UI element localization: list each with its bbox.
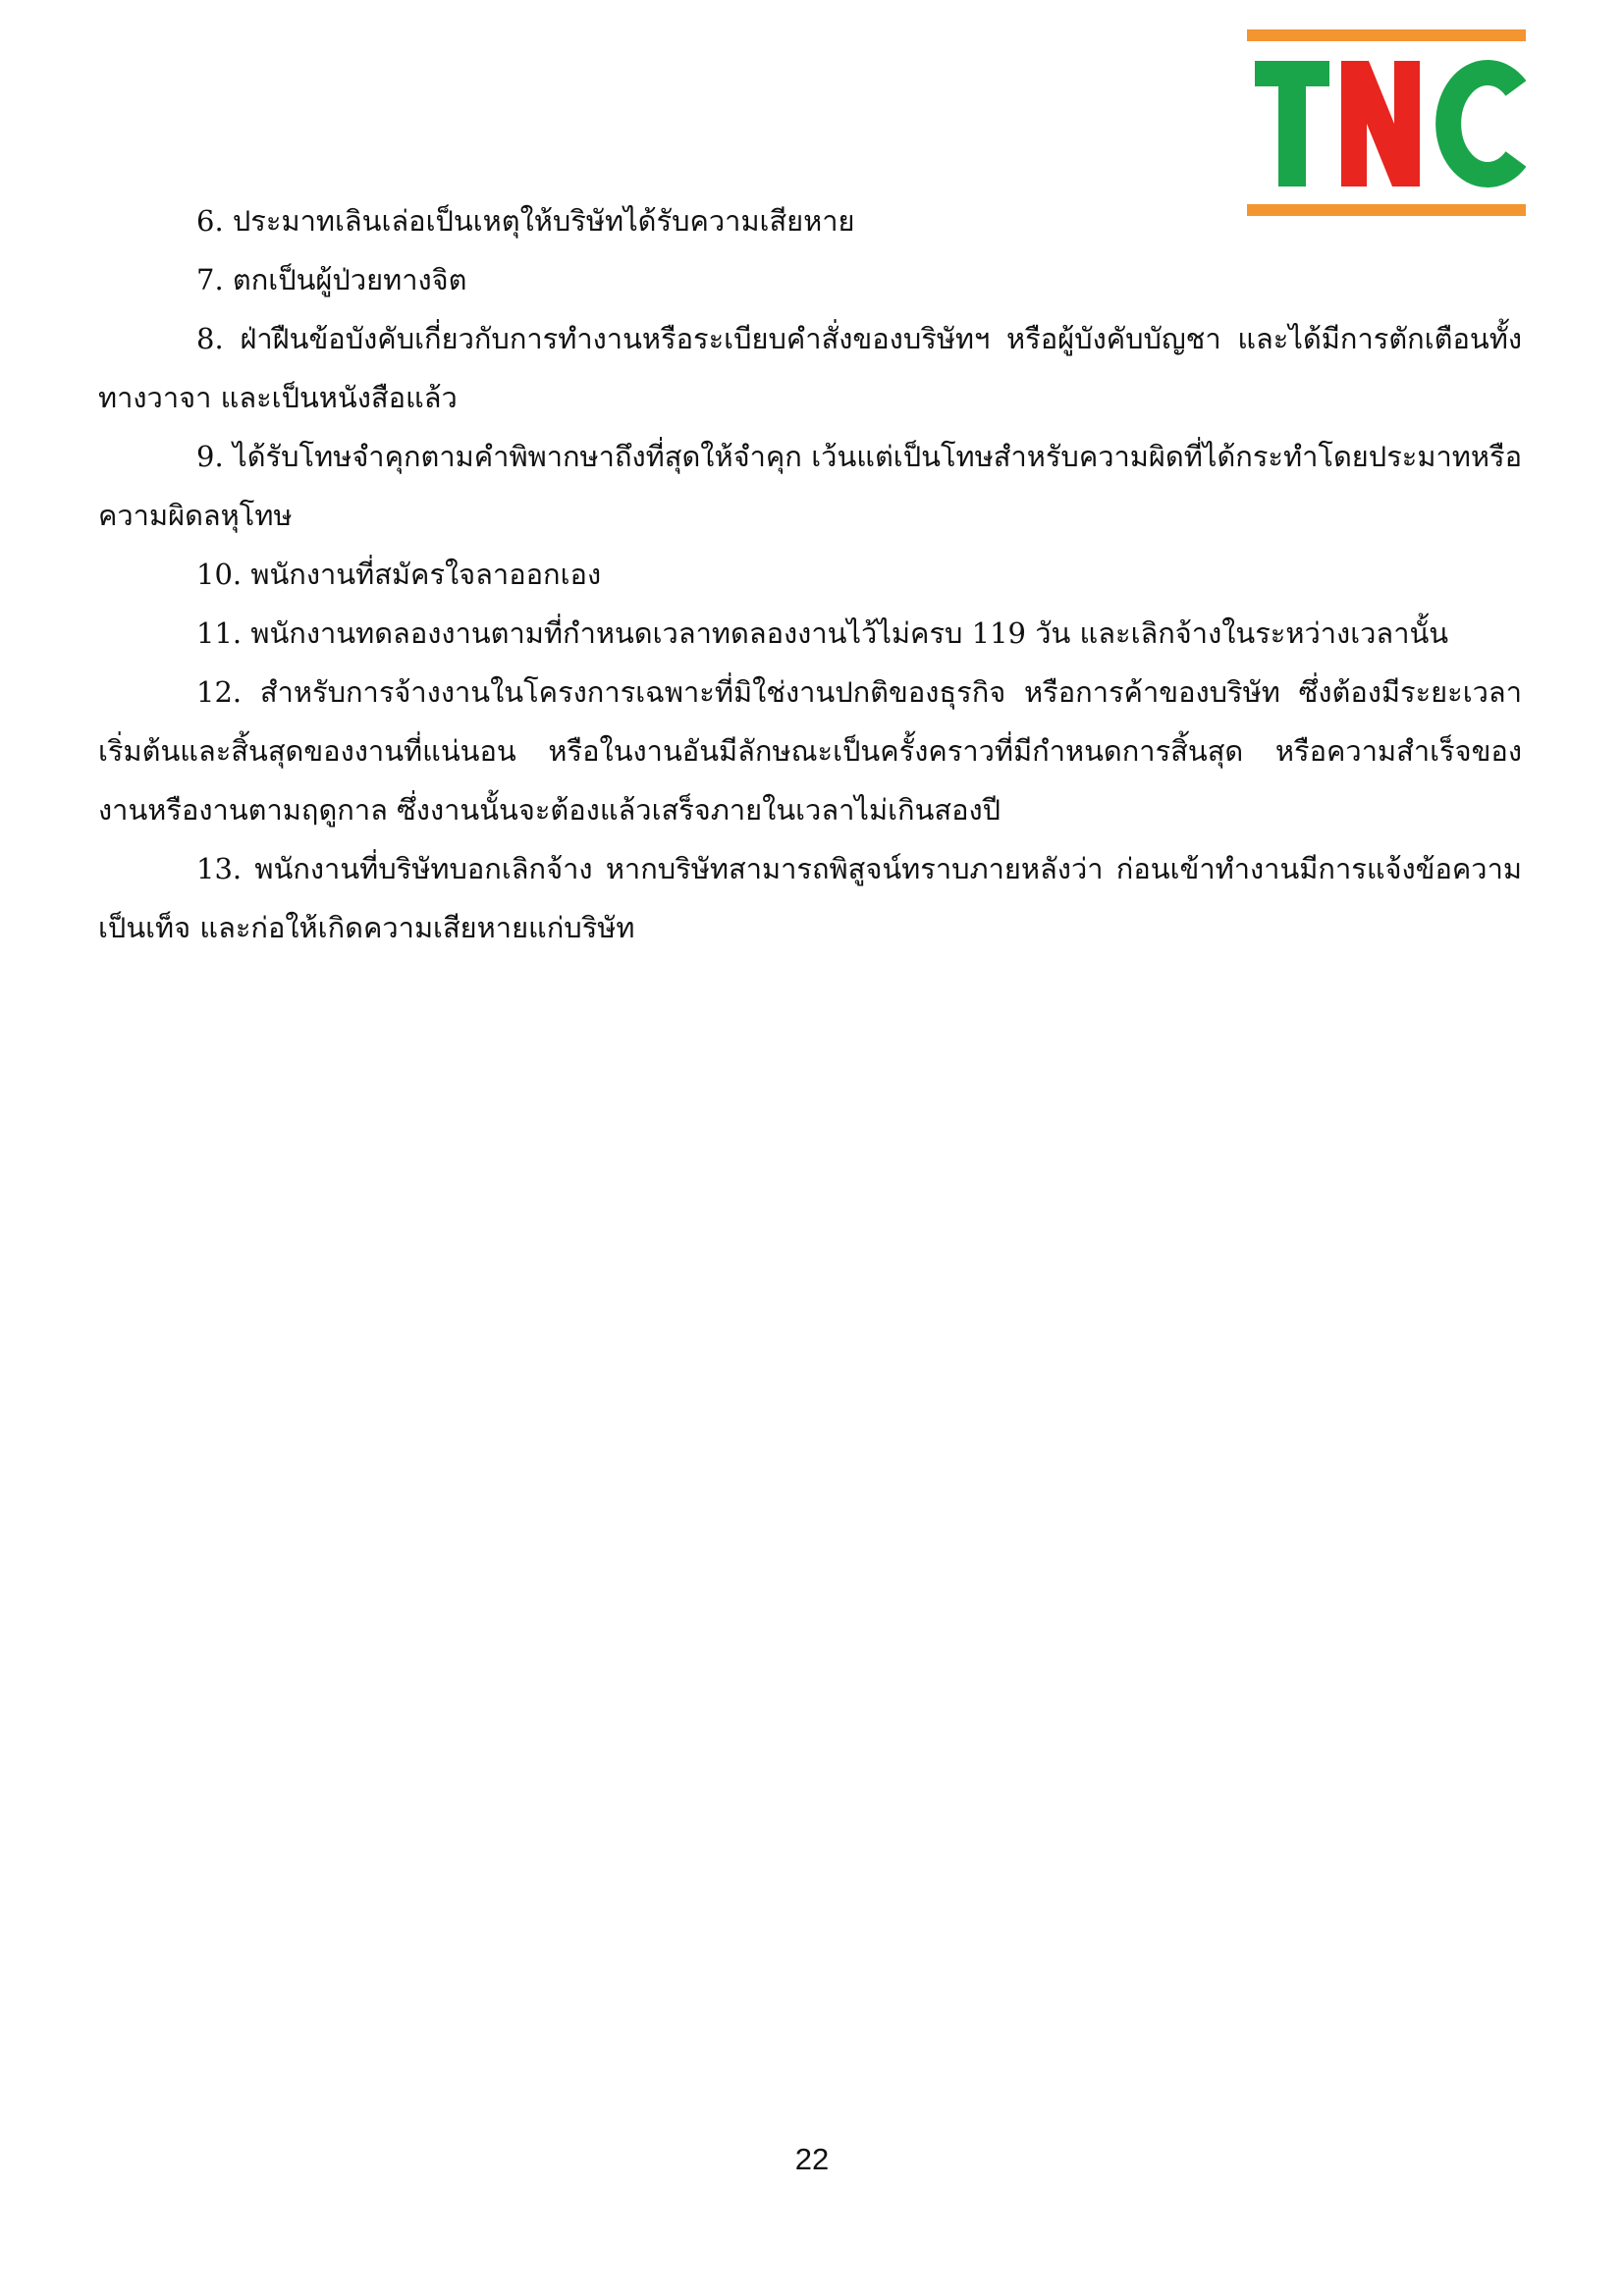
logo-top-bar xyxy=(1247,29,1526,41)
list-item: 7. ตกเป็นผู้ป่วยทางจิต xyxy=(196,263,467,296)
document-body xyxy=(98,191,1522,957)
list-item: 10. พนักงานที่สมัครใจลาออกเอง xyxy=(196,558,602,591)
list-item: 8. ฝ่าฝืนข้อบังคับเกี่ยวกับการทำงานหรือระเบียบคำสั่งของบริษัทฯ หรือผู้บังคับบัญชา และได้มีการตักเตือนทั้งทางวาจา และเป็นหนังสือแล้ว xyxy=(98,322,1522,414)
list-item: 11. พนักงานทดลองงานตามที่กำหนดเวลาทดลองงานไว้ไม่ครบ 119 วัน และเลิกจ้างในระหว่างเวลานั้น xyxy=(196,616,1449,650)
list-item: 13. พนักงานที่บริษัทบอกเลิกจ้าง หากบริษัทสามารถพิสูจน์ทราบภายหลังว่า ก่อนเข้าทำงานมีการแจ้งข้อความเป็นเท็จ และก่อให้เกิดความเสียหายแก่บริษัท xyxy=(98,852,1522,944)
logo-letter-t xyxy=(1255,61,1329,187)
logo-letter-c xyxy=(1448,73,1516,175)
list-item: 9. ได้รับโทษจำคุกตามคำพิพากษาถึงที่สุดให้จำคุก เว้นแต่เป็นโทษสำหรับความผิดที่ได้กระทำโดยประมาทหรือความผิดลหุโทษ xyxy=(98,440,1522,532)
list-item: 12. สำหรับการจ้างงานในโครงการเฉพาะที่มิใช่งานปกติของธุรกิจ หรือการค้าของบริษัท ซึ่งต้องมีระยะเวลาเริ่มต้นและสิ้นสุดของงานที่แน่นอน หรือในงานอันมีลักษณะเป็นครั้งคราวที่มีกำหนดการสิ้นสุด หรือความสำเร็จของงานหรืองานตามฤดูกาล ซึ่งงานนั้นจะต้องแล้วเสร็จภายในเวลาไม่เกินสองปี xyxy=(98,675,1522,827)
company-logo xyxy=(1247,29,1526,216)
list-item: 6. ประมาทเลินเล่อเป็นเหตุให้บริษัทได้รับความเสียหาย xyxy=(196,204,855,238)
logo-letters xyxy=(1247,41,1526,204)
page-number: 22 xyxy=(794,2142,830,2176)
logo-letter-n xyxy=(1341,61,1420,187)
